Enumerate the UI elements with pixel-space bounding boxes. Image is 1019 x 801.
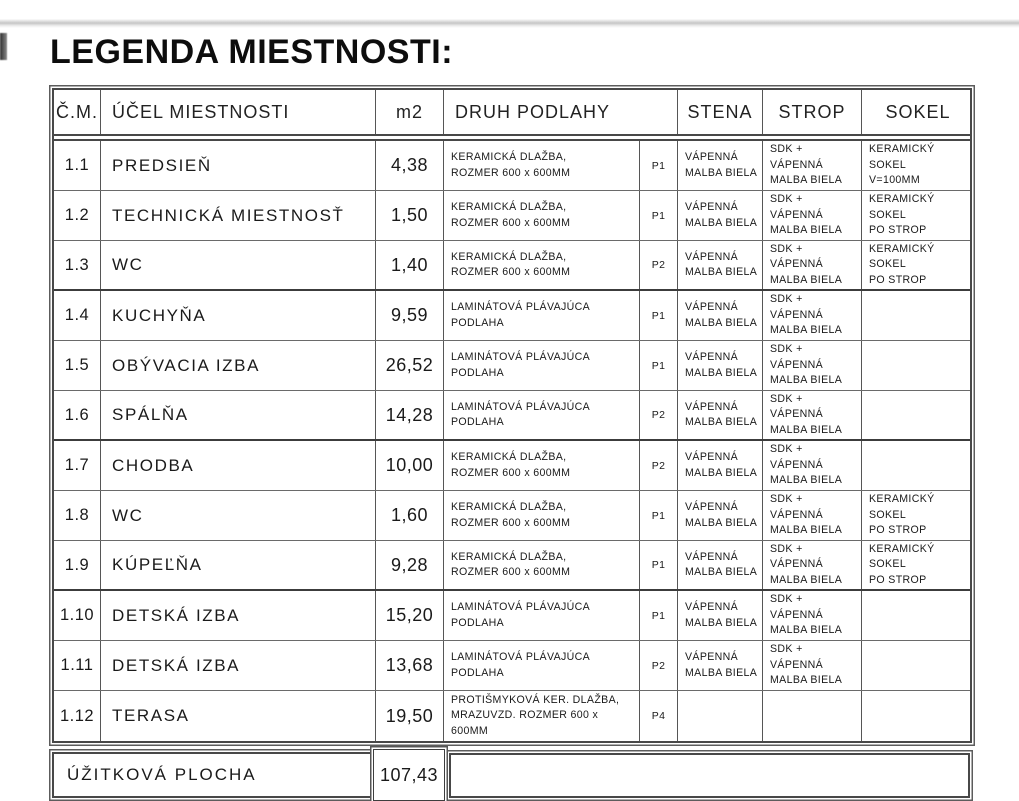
- ceiling-finish-line1: SDK + VÁPENNÁ: [770, 493, 824, 521]
- ceiling-finish-line1: SDK + VÁPENNÁ: [770, 193, 824, 221]
- ceiling-finish-line2: MALBA BIELA: [770, 573, 843, 586]
- floor-type-cell: [444, 291, 640, 340]
- room-area-cell: 14,28: [376, 391, 444, 439]
- floor-type-line1: KERAMICKÁ DLAŽBA,: [451, 550, 567, 563]
- floor-type-line1: LAMINÁTOVÁ PLÁVAJÚCA PODLAHA: [451, 301, 590, 329]
- ceiling-finish-line2: MALBA BIELA: [770, 524, 843, 537]
- room-area-cell: 13,68: [376, 641, 444, 690]
- table-header-row: [54, 90, 970, 136]
- floor-type-line1: LAMINÁTOVÁ PLÁVAJÚCA PODLAHA: [451, 351, 590, 379]
- wall-finish-line1: VÁPENNÁ: [685, 400, 739, 413]
- floor-code-cell: P2: [640, 441, 678, 490]
- room-number-cell: 1.1: [54, 141, 101, 190]
- ceiling-finish-line1: SDK + VÁPENNÁ: [770, 542, 824, 571]
- floor-type-cell: [444, 491, 640, 540]
- ceiling-finish-line2: MALBA BIELA: [770, 374, 843, 387]
- table-row: [54, 191, 970, 241]
- room-name-cell: WC: [101, 241, 376, 289]
- header-room-purpose: ÚČEL MIESTNOSTI: [101, 90, 376, 134]
- room-area-cell: 4,38: [376, 141, 444, 190]
- wall-finish-line1: VÁPENNÁ: [685, 201, 739, 213]
- wall-finish-cell: [678, 191, 763, 240]
- floor-code-cell: P1: [640, 491, 678, 540]
- wall-finish-cell: [678, 541, 763, 589]
- usable-area-label: ÚŽITKOVÁ PLOCHA: [67, 765, 257, 784]
- room-number-cell: 1.9: [54, 541, 101, 589]
- ceiling-finish-line1: SDK + VÁPENNÁ: [770, 392, 824, 421]
- ceiling-finish-line2: MALBA BIELA: [770, 624, 843, 637]
- usable-area-value: 107,43: [379, 764, 439, 785]
- room-name-cell: CHODBA: [101, 441, 376, 490]
- floor-type-cell: [444, 241, 640, 289]
- room-number-cell: 1.10: [54, 591, 101, 640]
- header-area-m2: m2: [376, 90, 444, 134]
- room-number-cell: 1.11: [54, 641, 101, 690]
- floor-type-line1: KERAMICKÁ DLAŽBA,: [451, 501, 567, 513]
- table-row: [54, 541, 970, 591]
- skirting-line2: PO STROP: [869, 273, 927, 286]
- floor-type-line2: ROZMER 600 x 600MM: [451, 466, 571, 479]
- scan-artifact-mark: [0, 33, 7, 60]
- skirting-cell: [862, 491, 974, 540]
- wall-finish-cell: [678, 491, 763, 540]
- wall-finish-line1: VÁPENNÁ: [685, 351, 739, 363]
- ceiling-finish-line1: SDK + VÁPENNÁ: [770, 643, 824, 671]
- ceiling-finish-cell: [763, 241, 862, 289]
- room-number-cell: 1.4: [54, 291, 101, 340]
- wall-finish-line1: VÁPENNÁ: [685, 451, 739, 463]
- ceiling-finish-cell: [763, 491, 862, 540]
- room-number-cell: 1.8: [54, 491, 101, 540]
- header-floor-type: DRUH PODLAHY: [444, 90, 678, 134]
- skirting-line2: PO STROP: [869, 573, 927, 586]
- floor-code-cell: P2: [640, 241, 678, 289]
- ceiling-finish-cell: [763, 591, 862, 640]
- room-area-cell: 10,00: [376, 441, 444, 490]
- wall-finish-cell: [678, 291, 763, 340]
- room-name-cell: TERASA: [101, 691, 376, 741]
- room-number-cell: 1.2: [54, 191, 101, 240]
- room-area-cell: 1,60: [376, 491, 444, 540]
- footer-empty-box: [449, 753, 970, 798]
- wall-finish-line1: VÁPENNÁ: [685, 250, 739, 263]
- floor-code-cell: P1: [640, 191, 678, 240]
- floor-code-cell: P1: [640, 541, 678, 589]
- header-ceiling: STROP: [763, 90, 862, 134]
- table-row: [54, 141, 970, 191]
- floor-type-line1: LAMINÁTOVÁ PLÁVAJÚCA PODLAHA: [451, 400, 590, 428]
- ceiling-finish-line1: SDK + VÁPENNÁ: [770, 593, 824, 621]
- wall-finish-line1: VÁPENNÁ: [685, 151, 739, 163]
- skirting-cell: [862, 391, 974, 439]
- floor-type-cell: [444, 141, 640, 190]
- wall-finish-cell: [678, 641, 763, 690]
- ceiling-finish-line2: MALBA BIELA: [770, 224, 843, 237]
- ceiling-finish-line2: MALBA BIELA: [770, 474, 843, 487]
- ceiling-finish-line2: MALBA BIELA: [770, 273, 843, 286]
- table-row: [54, 491, 970, 541]
- floor-type-line1: LAMINÁTOVÁ PLÁVAJÚCA PODLAHA: [451, 651, 590, 679]
- table-row: [54, 291, 970, 341]
- floor-type-line1: PROTIŠMYKOVÁ KER. DLAŽBA,: [451, 693, 620, 706]
- table-row: [54, 591, 970, 641]
- room-area-cell: 15,20: [376, 591, 444, 640]
- skirting-cell: [862, 141, 974, 190]
- room-area-cell: 9,28: [376, 541, 444, 589]
- floor-type-cell: [444, 341, 640, 390]
- room-legend-table: [52, 88, 972, 743]
- skirting-cell: [862, 291, 974, 340]
- room-name-cell: KÚPEĽŇA: [101, 541, 376, 589]
- room-number-cell: 1.6: [54, 391, 101, 439]
- table-row: [54, 341, 970, 391]
- wall-finish-line2: MALBA BIELA: [685, 666, 758, 679]
- floor-type-line1: KERAMICKÁ DLAŽBA,: [451, 151, 567, 163]
- floor-type-line2: ROZMER 600 x 600MM: [451, 166, 571, 179]
- room-area-cell: 26,52: [376, 341, 444, 390]
- wall-finish-line2: MALBA BIELA: [685, 266, 758, 278]
- usable-area-value-box: [373, 749, 445, 801]
- floor-type-line2: ROZMER 600 x 600MM: [451, 516, 571, 529]
- floor-type-cell: [444, 641, 640, 690]
- wall-finish-cell: [678, 441, 763, 490]
- floor-type-line2: ROZMER 600 x 600MM: [451, 216, 571, 229]
- skirting-line1: KERAMICKÝ SOKEL: [869, 242, 935, 271]
- skirting-cell: [862, 241, 974, 289]
- room-area-cell: 1,50: [376, 191, 444, 240]
- room-area-cell: 19,50: [376, 691, 444, 741]
- ceiling-finish-line1: SDK + VÁPENNÁ: [770, 242, 824, 271]
- wall-finish-line2: MALBA BIELA: [685, 366, 758, 379]
- wall-finish-line2: MALBA BIELA: [685, 466, 758, 479]
- table-body: [54, 139, 970, 741]
- wall-finish-cell: [678, 391, 763, 439]
- skirting-cell: [862, 541, 974, 589]
- room-number-cell: 1.7: [54, 441, 101, 490]
- floor-code-cell: P1: [640, 341, 678, 390]
- wall-finish-line1: VÁPENNÁ: [685, 550, 739, 563]
- ceiling-finish-line1: SDK + VÁPENNÁ: [770, 143, 824, 171]
- skirting-cell: [862, 591, 974, 640]
- ceiling-finish-line2: MALBA BIELA: [770, 174, 843, 187]
- room-name-cell: KUCHYŇA: [101, 291, 376, 340]
- table-row: [54, 391, 970, 441]
- floor-code-cell: P4: [640, 691, 678, 741]
- ceiling-finish-cell: [763, 141, 862, 190]
- skirting-line2: PO STROP: [869, 524, 927, 537]
- room-name-cell: PREDSIEŇ: [101, 141, 376, 190]
- skirting-cell: [862, 341, 974, 390]
- room-name-cell: OBÝVACIA IZBA: [101, 341, 376, 390]
- floor-code-cell: P1: [640, 591, 678, 640]
- skirting-line1: KERAMICKÝ SOKEL: [869, 542, 935, 571]
- floor-type-cell: [444, 191, 640, 240]
- room-area-cell: 1,40: [376, 241, 444, 289]
- skirting-cell: [862, 691, 974, 741]
- floor-type-cell: [444, 441, 640, 490]
- ceiling-finish-cell: [763, 441, 862, 490]
- ceiling-finish-cell: [763, 691, 862, 741]
- table-row: [54, 691, 970, 741]
- room-number-cell: 1.5: [54, 341, 101, 390]
- wall-finish-line2: MALBA BIELA: [685, 166, 758, 179]
- wall-finish-line1: VÁPENNÁ: [685, 501, 739, 513]
- room-number-cell: 1.3: [54, 241, 101, 289]
- ceiling-finish-cell: [763, 391, 862, 439]
- room-name-cell: WC: [101, 491, 376, 540]
- skirting-line1: KERAMICKÝ SOKEL: [869, 143, 935, 171]
- wall-finish-cell: [678, 591, 763, 640]
- room-name-cell: DETSKÁ IZBA: [101, 591, 376, 640]
- floor-type-line1: KERAMICKÁ DLAŽBA,: [451, 201, 567, 213]
- skirting-cell: [862, 191, 974, 240]
- ceiling-finish-cell: [763, 341, 862, 390]
- floor-type-line2: ROZMER 600 x 600MM: [451, 266, 571, 278]
- wall-finish-line2: MALBA BIELA: [685, 566, 758, 578]
- floor-code-cell: P2: [640, 641, 678, 690]
- room-name-cell: SPÁLŇA: [101, 391, 376, 439]
- page-edge-shadow: [0, 19, 1019, 28]
- ceiling-finish-line1: SDK + VÁPENNÁ: [770, 293, 824, 321]
- ceiling-finish-line2: MALBA BIELA: [770, 674, 843, 687]
- page-title: LEGENDA MIESTNOSTI:: [50, 33, 454, 71]
- wall-finish-line1: VÁPENNÁ: [685, 651, 739, 663]
- skirting-line2: PO STROP: [869, 224, 927, 237]
- header-skirting: SOKEL: [885, 101, 951, 122]
- room-name-cell: DETSKÁ IZBA: [101, 641, 376, 690]
- skirting-line1: KERAMICKÝ SOKEL: [869, 193, 935, 221]
- floor-type-line1: LAMINÁTOVÁ PLÁVAJÚCA PODLAHA: [451, 601, 590, 629]
- wall-finish-cell: [678, 341, 763, 390]
- wall-finish-line2: MALBA BIELA: [685, 316, 758, 329]
- floor-type-line2: MRAZUVZD. ROZMER 600 x 600MM: [451, 709, 599, 737]
- wall-finish-cell: [678, 241, 763, 289]
- wall-finish-line2: MALBA BIELA: [685, 416, 758, 428]
- ceiling-finish-cell: [763, 541, 862, 589]
- floor-type-line1: KERAMICKÁ DLAŽBA,: [451, 250, 567, 263]
- header-room-number: Č.M.: [54, 90, 101, 134]
- floor-type-cell: [444, 391, 640, 439]
- room-area-cell: 9,59: [376, 291, 444, 340]
- wall-finish-cell: [678, 141, 763, 190]
- room-name-cell: TECHNICKÁ MIESTNOSŤ: [101, 191, 376, 240]
- floor-code-cell: P1: [640, 141, 678, 190]
- wall-finish-line2: MALBA BIELA: [685, 216, 758, 229]
- floor-type-cell: [444, 691, 640, 741]
- floor-type-line2: ROZMER 600 x 600MM: [451, 566, 571, 578]
- ceiling-finish-line1: SDK + VÁPENNÁ: [770, 343, 824, 371]
- wall-finish-cell: [678, 691, 763, 741]
- ceiling-finish-cell: [763, 191, 862, 240]
- wall-finish-line2: MALBA BIELA: [685, 616, 758, 629]
- skirting-line1: KERAMICKÝ SOKEL: [869, 493, 935, 521]
- table-row: [54, 441, 970, 491]
- room-number-cell: 1.12: [54, 691, 101, 741]
- floor-code-cell: P1: [640, 291, 678, 340]
- skirting-cell: [862, 641, 974, 690]
- skirting-line2: V=100MM: [869, 174, 921, 187]
- wall-finish-line1: VÁPENNÁ: [685, 301, 739, 313]
- ceiling-finish-line2: MALBA BIELA: [770, 423, 843, 436]
- wall-finish-line2: MALBA BIELA: [685, 516, 758, 529]
- table-row: [54, 241, 970, 291]
- floor-type-cell: [444, 591, 640, 640]
- ceiling-finish-cell: [763, 291, 862, 340]
- skirting-cell: [862, 441, 974, 490]
- table-row: [54, 641, 970, 691]
- floor-code-cell: P2: [640, 391, 678, 439]
- ceiling-finish-line1: SDK + VÁPENNÁ: [770, 443, 824, 471]
- wall-finish-line1: VÁPENNÁ: [685, 601, 739, 613]
- header-wall: STENA: [678, 90, 763, 134]
- floor-type-cell: [444, 541, 640, 589]
- ceiling-finish-cell: [763, 641, 862, 690]
- floor-type-line1: KERAMICKÁ DLAŽBA,: [451, 451, 567, 463]
- ceiling-finish-line2: MALBA BIELA: [770, 324, 843, 337]
